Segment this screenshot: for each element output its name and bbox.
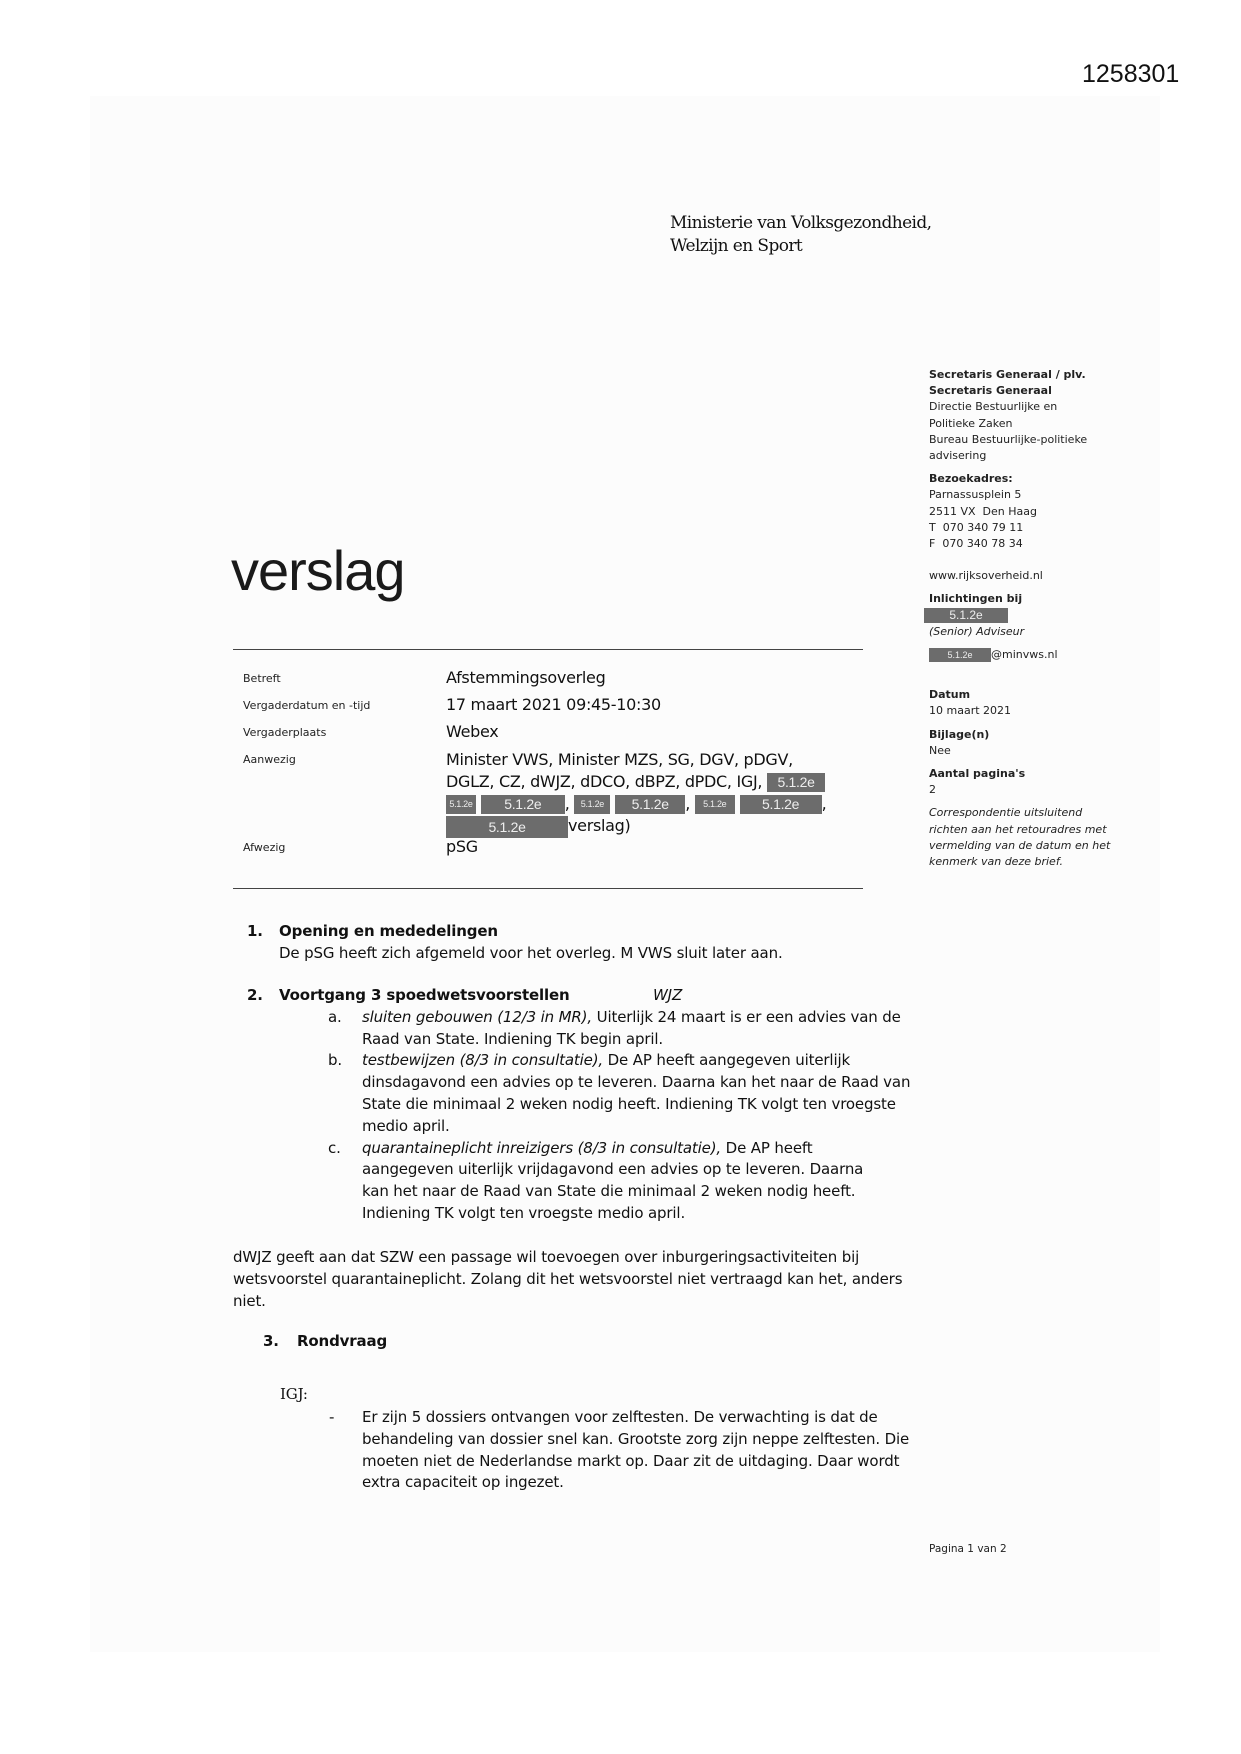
document-number: 1258301 xyxy=(1082,60,1180,88)
section-title: Opening en mededelingen xyxy=(279,922,498,940)
sidebar-visit-label: Bezoekadres: xyxy=(929,472,1013,486)
ministry-logo-text xyxy=(670,212,931,258)
sidebar-note: Correspondentie uitsluitend richten aan het retouradres met vermelding van de datum en het kenmerk van deze brief. xyxy=(929,806,1111,869)
redaction-box: 5.1.2e xyxy=(924,608,1008,623)
redaction-box: 5.1.2e xyxy=(446,795,476,814)
aanwezig-line-3 xyxy=(446,793,886,815)
meta-value-aanwezig xyxy=(446,749,886,838)
sidebar-date-label: Datum xyxy=(929,688,971,702)
list-item xyxy=(247,1138,892,1225)
section-number: 2. xyxy=(247,986,263,1004)
item-text: De AP heeft aangegeven uiterlijk dinsdagavond een advies op te leveren. Daarna kan het naar de Raad van State die minimaal 2 weken nodig heeft. Indiening TK volgt ten vroegste medio april. xyxy=(362,1051,911,1135)
sidebar-pages-value: 2 xyxy=(929,783,936,797)
divider-top xyxy=(233,649,863,650)
meta-value-afwezig: pSG xyxy=(446,837,478,856)
ministry-line-2: Welzijn en Sport xyxy=(670,236,803,256)
igj-label: IGJ: xyxy=(280,1385,308,1403)
item-text: De AP heeft aangegeven uiterlijk vrijdagavond een advies op te leveren. Daarna kan het naar de Raad van State die minimaal 2 weken nodig heeft. Indiening TK volgt ten vroegste medio april. xyxy=(362,1138,864,1222)
redaction-box: 5.1.2e xyxy=(695,795,735,814)
section-owner: WJZ xyxy=(653,986,683,1004)
aanwezig-line-1: Minister VWS, Minister MZS, SG, DGV, pDGV, xyxy=(446,750,793,769)
redaction-box: 5.1.2e xyxy=(481,795,565,814)
sidebar-role: (Senior) Adviseur xyxy=(929,624,1025,638)
redaction-box: 5.1.2e xyxy=(615,795,685,814)
aanwezig-line-2 xyxy=(446,771,886,793)
sidebar-address: 2511 VX Den Haag xyxy=(929,504,1037,518)
item-topic: sluiten gebouwen (12/3 in MR), xyxy=(362,1007,592,1026)
sidebar-pages-label: Aantal pagina's xyxy=(929,767,1026,781)
item-text: Uiterlijk 24 maart is er een advies van de Raad van State. Indiening TK begin april. xyxy=(362,1007,901,1048)
sidebar-website-link[interactable]: www.rijksoverheid.nl xyxy=(929,569,1043,583)
list-item xyxy=(247,1050,912,1137)
aanwezig-line-2-text: DGLZ, CZ, dWJZ, dDCO, dBPZ, dPDC, IGJ, xyxy=(446,772,763,791)
sidebar-directorate: Politieke Zaken xyxy=(929,416,1013,430)
sidebar-phone: T 070 340 79 11 xyxy=(929,520,1024,534)
redaction-box: 5.1.2e xyxy=(446,816,568,838)
sidebar-address: Parnassusplein 5 xyxy=(929,488,1022,502)
divider-bottom xyxy=(233,888,863,889)
list-item xyxy=(247,1007,912,1051)
sidebar-date-value: 10 maart 2021 xyxy=(929,704,1012,718)
list-marker: b. xyxy=(328,1051,342,1070)
ministry-line-1: Ministerie van Volksgezondheid, xyxy=(670,213,932,233)
rondvraag-text: Er zijn 5 dossiers ontvangen voor zelftesten. De verwachting is dat de behandeling van dossier snel kan. Grootste zorg zijn neppe zelftesten. Die moeten niet de Nederlandse markt op. Daar zit de uitdaging. Daar wordt extra capaciteit op ingezet. xyxy=(362,1408,910,1492)
dash-marker: - xyxy=(329,1408,335,1426)
redaction-box: 5.1.2e xyxy=(574,795,610,814)
sidebar-email[interactable]: @minvws.nl xyxy=(991,648,1058,662)
meta-value-datum: 17 maart 2021 09:45-10:30 xyxy=(446,695,661,714)
sidebar-bureau: advisering xyxy=(929,449,987,463)
item-topic: testbewijzen (8/3 in consultatie), xyxy=(362,1051,604,1070)
meta-value-betreft: Afstemmingsoverleg xyxy=(446,668,606,687)
sidebar-attachments-label: Bijlage(n) xyxy=(929,727,990,741)
comma: , xyxy=(564,794,570,813)
meta-label-aanwezig: Aanwezig xyxy=(243,753,296,766)
comma: , xyxy=(821,794,827,813)
meta-value-plaats: Webex xyxy=(446,722,499,741)
section-3-heading xyxy=(263,1331,387,1353)
sidebar-fax: F 070 340 78 34 xyxy=(929,537,1023,551)
list-marker: a. xyxy=(328,1007,342,1026)
redaction-box: 5.1.2e xyxy=(929,648,991,662)
redaction-box: 5.1.2e xyxy=(740,795,822,814)
redaction-box: 5.1.2e xyxy=(767,773,825,792)
meta-label-betreft: Betreft xyxy=(243,672,281,685)
section-2 xyxy=(247,985,911,1225)
section-title: Rondvraag xyxy=(297,1332,388,1350)
section-1 xyxy=(247,921,867,965)
comma: , xyxy=(685,794,690,813)
aanwezig-tail: verslag) xyxy=(568,816,631,835)
sidebar-org: Secretaris Generaal / plv. xyxy=(929,368,1086,381)
page-number: Pagina 1 van 2 xyxy=(929,1543,1007,1555)
sidebar-colophon xyxy=(929,367,1139,870)
sidebar-info-label: Inlichtingen bij xyxy=(929,592,1023,606)
list-marker: c. xyxy=(328,1138,341,1157)
aanwezig-line-4 xyxy=(446,815,886,838)
section-number: 1. xyxy=(247,922,263,940)
sidebar-bureau: Bureau Bestuurlijke-politieke xyxy=(929,432,1088,446)
section-number: 3. xyxy=(263,1332,279,1350)
meta-label-plaats: Vergaderplaats xyxy=(243,726,327,739)
section-text: De pSG heeft zich afgemeld voor het overleg. M VWS sluit later aan. xyxy=(279,943,783,962)
sidebar-org: Secretaris Generaal xyxy=(929,384,1052,398)
meta-label-afwezig: Afwezig xyxy=(243,841,286,854)
section-title: Voortgang 3 spoedwetsvoorstellen xyxy=(279,986,570,1004)
dwjz-paragraph: dWJZ geeft aan dat SZW een passage wil toevoegen over inburgeringsactiviteiten bij wetsvoorstel quarantaineplicht. Zolang dit het wetsvoorstel niet vertraagd kan het, anders niet. xyxy=(233,1248,903,1310)
meta-label-datum: Vergaderdatum en -tijd xyxy=(243,699,371,712)
sidebar-directorate: Directie Bestuurlijke en xyxy=(929,400,1058,414)
document-title: verslag xyxy=(231,539,405,602)
sidebar-attachments-value: Nee xyxy=(929,743,951,757)
item-topic: quarantaineplicht inreizigers (8/3 in consultatie), xyxy=(362,1138,722,1157)
